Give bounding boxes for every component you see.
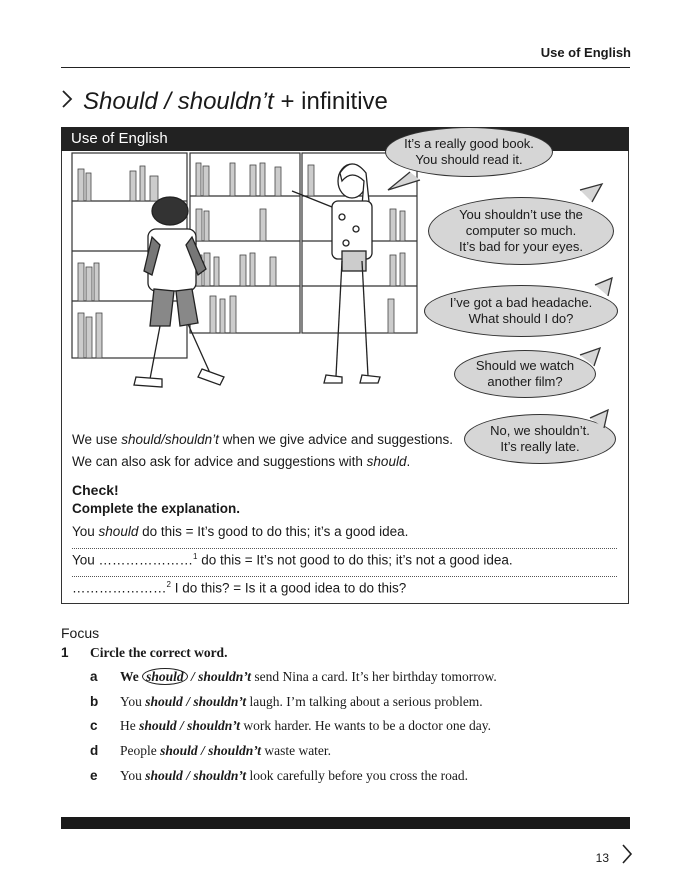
item-pre: We	[120, 669, 143, 684]
expl-1b: should/shouldn’t	[121, 432, 219, 447]
expl-1c: when we give advice and suggestions.	[218, 432, 454, 447]
check-2c: do this = It’s not good to do this; it’s not a good idea.	[197, 552, 513, 568]
exercise-item-c	[90, 718, 491, 734]
option-shouldnt[interactable]: shouldn’t	[187, 718, 240, 733]
option-should[interactable]: should	[160, 743, 198, 758]
bubble-3-line-1: I’ve got a bad headache.	[449, 295, 593, 310]
check-2a: You	[72, 552, 99, 568]
chevron-right-icon	[61, 89, 73, 115]
exercise-number: 1	[61, 645, 69, 660]
explanation-line-1	[72, 429, 453, 451]
running-head: Use of English	[540, 45, 631, 60]
expl-2c: .	[406, 454, 411, 469]
exercise-item-d	[90, 743, 331, 759]
option-sep: /	[197, 743, 209, 758]
item-post: look carefully before you cross the road.	[246, 768, 469, 783]
check-3c: I do this? = Is it a good idea to do this?	[170, 580, 407, 596]
item-pre: He	[120, 718, 140, 733]
check-line-2	[72, 552, 513, 568]
bubble-2-line-1: You shouldn’t use the	[459, 207, 583, 222]
top-rule	[61, 67, 630, 68]
item-letter: d	[90, 743, 99, 758]
answer-gap-1[interactable]: …………………	[98, 552, 194, 568]
explanation-text	[72, 429, 453, 473]
explanation-line-2	[72, 451, 453, 473]
bubble-1-line-2: You should read it.	[415, 152, 523, 167]
exercise-instruction	[61, 645, 227, 661]
answer-gap-2[interactable]: …………………	[72, 580, 167, 596]
option-sep: /	[182, 694, 194, 709]
bubble-4-line-2: another film?	[487, 374, 563, 389]
option-should-circled[interactable]: should	[142, 668, 188, 685]
expl-2a: We can also ask for advice and suggestions with	[72, 454, 367, 469]
option-shouldnt[interactable]: shouldn’t	[193, 694, 247, 709]
option-sep: /	[187, 669, 199, 684]
check-subtitle: Complete the explanation.	[72, 501, 241, 516]
exercise-item-a	[90, 669, 497, 685]
check-1c: do this = It’s good to do this; it’s a good idea.	[138, 524, 409, 539]
exercise-item-e	[90, 768, 468, 784]
check-line-1	[72, 524, 408, 539]
focus-label: Focus	[61, 625, 100, 641]
item-pre: People	[120, 743, 161, 758]
item-pre: You	[120, 694, 146, 709]
check-1b: should	[98, 524, 139, 539]
dotted-rule	[72, 548, 617, 549]
instruction-text: Circle the correct word.	[90, 645, 228, 660]
gap-number-2: 2	[166, 580, 171, 589]
bubble-tails	[380, 140, 620, 440]
gap-number-1: 1	[193, 552, 198, 561]
option-sep: /	[176, 718, 188, 733]
bubble-2-line-2: computer so much.	[465, 223, 577, 238]
item-letter: c	[90, 718, 98, 733]
title-rest: + infinitive	[273, 88, 388, 115]
expl-1a: We use	[72, 432, 122, 447]
bubble-3-line-2: What should I do?	[468, 311, 574, 326]
bubble-2-line-3: It’s bad for your eyes.	[458, 239, 584, 254]
item-post: laugh. I’m talking about a serious problem.	[246, 694, 483, 709]
item-post: send Nina a card. It’s her birthday tomorrow.	[250, 669, 497, 684]
library-illustration	[70, 151, 420, 396]
check-1a: You	[72, 524, 99, 539]
next-page-chevron-icon[interactable]	[621, 843, 633, 870]
title-italic: Should / shouldn’t	[83, 88, 274, 115]
footer-bar	[61, 817, 630, 829]
item-post: work harder. He wants to be a doctor one day.	[239, 718, 491, 733]
bubble-5-line-1: No, we shouldn’t.	[490, 423, 590, 438]
option-should[interactable]: should	[139, 718, 177, 733]
dotted-rule	[72, 576, 617, 577]
bubble-1-line-1: It’s a really good book.	[404, 136, 534, 151]
bubble-5-line-2: It’s really late.	[500, 439, 580, 454]
item-post: waste water.	[260, 743, 332, 758]
item-letter: a	[90, 669, 98, 684]
option-shouldnt[interactable]: shouldn’t	[193, 768, 247, 783]
page-number: 13	[595, 851, 609, 865]
check-line-3	[72, 580, 406, 596]
item-pre: You	[120, 768, 146, 783]
exercise-item-b	[90, 694, 483, 710]
check-title: Check!	[72, 482, 119, 498]
option-shouldnt[interactable]: shouldn’t	[208, 743, 261, 758]
item-letter: b	[90, 694, 99, 709]
option-sep: /	[182, 768, 194, 783]
bubble-4-line-1: Should we watch	[475, 358, 575, 373]
option-shouldnt[interactable]: shouldn’t	[198, 669, 251, 684]
expl-2b: should	[366, 454, 407, 469]
option-should[interactable]: should	[145, 768, 183, 783]
page-title	[61, 88, 388, 116]
option-should[interactable]: should	[145, 694, 183, 709]
item-letter: e	[90, 768, 98, 783]
grammar-box-header: Use of English	[61, 127, 629, 151]
